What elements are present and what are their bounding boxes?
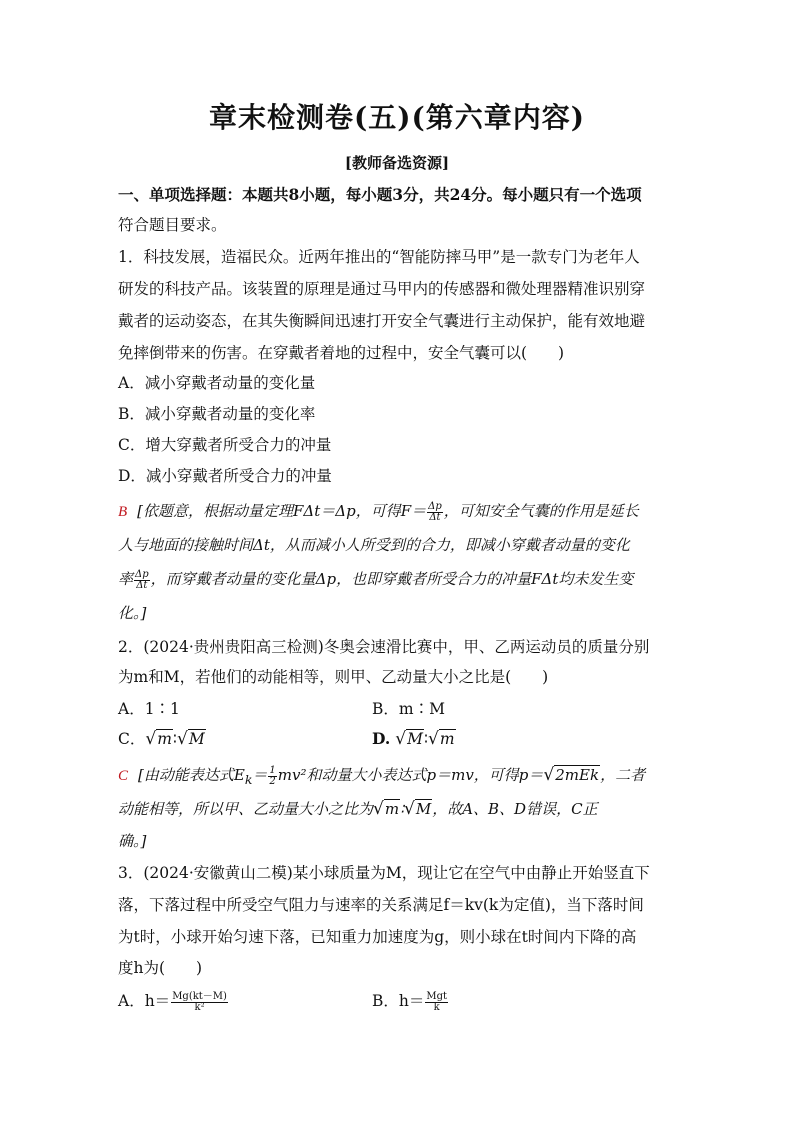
fraction-denominator: 2 xyxy=(269,775,276,787)
sqrt-expression: √m xyxy=(428,729,455,749)
q1-explanation-line2: 人与地面的接触时间Δt，从而减小人所受到的合力，即减小穿戴者动量的变化 xyxy=(118,536,630,554)
q3-option-a xyxy=(118,990,229,1013)
q1-expl-fraction xyxy=(134,570,150,591)
sqrt-expression: √m xyxy=(145,729,172,749)
q3-option-b-fraction xyxy=(425,992,448,1013)
sqrt-operand: M xyxy=(188,730,205,748)
q1-explanation-line3 xyxy=(118,568,678,591)
q2-expl-text: ＝ xyxy=(252,766,268,784)
ratio-separator: ∶ xyxy=(400,800,404,818)
q2-option-b: B．m∶M xyxy=(372,700,445,718)
fraction-denominator: Δt xyxy=(136,579,148,591)
q3-stem-line4: 度h为( ) xyxy=(118,959,203,977)
q1-explanation-line1 xyxy=(118,500,678,523)
sqrt-operand: M xyxy=(407,730,423,748)
sqrt-operand: m xyxy=(157,730,172,748)
q3-stem-line2: 落，下落过程中所受空气阻力与速率的关系满足f＝kv(k为定值)，当下落时间 xyxy=(118,896,644,914)
q2-explanation-line2 xyxy=(118,798,678,820)
option-label: A．h＝ xyxy=(118,992,171,1010)
ratio-separator: ∶ xyxy=(172,730,177,748)
sqrt-expression: √M xyxy=(395,729,423,749)
q3-option-b xyxy=(372,990,449,1013)
q1-stem-line2: 研发的科技产品。该装置的原理是通过马甲内的传感器和微处理器精准识别穿 xyxy=(118,280,646,298)
sqrt-expression: √M xyxy=(176,729,205,749)
q1-expl-text: [依题意，根据动量定理FΔt＝Δp，可得F＝ xyxy=(137,502,427,520)
fraction-numerator: 1 xyxy=(269,764,276,776)
fraction-numerator: Mg(kt－M) xyxy=(172,990,227,1002)
q2-expl-text: mv²和动量大小表达式p＝mv，可得p＝ xyxy=(277,766,544,784)
q2-expl-text: ，故A、B、D错误，C正 xyxy=(432,800,598,818)
q1-expl-text: 率 xyxy=(118,570,134,588)
q1-option-b: B．减小穿戴者动量的变化率 xyxy=(118,405,316,423)
fraction-numerator: Mgt xyxy=(426,990,448,1002)
sqrt-expression: √2mEk xyxy=(543,765,600,785)
q2-stem-line2: 为m和M，若他们的动能相等，则甲、乙动量大小之比是( ) xyxy=(118,668,549,686)
q2-explanation-line3: 确。] xyxy=(118,832,147,850)
section-heading-line1: 一、单项选择题：本题共8小题，每小题3分，共24分。每小题只有一个选项 xyxy=(118,185,642,204)
q2-expl-text: [由动能表达式E xyxy=(138,766,245,784)
q2-stem-line1: 2．(2024·贵州贵阳高三检测)冬奥会速滑比赛中，甲、乙两运动员的质量分别 xyxy=(118,638,650,656)
q1-option-c: C．增大穿戴者所受合力的冲量 xyxy=(118,436,332,454)
q2-option-c xyxy=(118,730,206,748)
sqrt-expression: √m xyxy=(373,799,400,819)
sqrt-operand: 2mEk xyxy=(555,766,600,784)
fraction-denominator: Δt xyxy=(429,511,441,523)
q1-expl-text: ，可知安全气囊的作用是延长 xyxy=(443,502,639,520)
q2-expl-text: ，二者 xyxy=(600,766,646,784)
section-heading-line2: 符合题目要求。 xyxy=(118,216,227,234)
sqrt-operand: M xyxy=(415,800,432,818)
fraction-denominator: k xyxy=(433,1001,440,1013)
q2-option-d xyxy=(372,728,456,750)
q2-option-a: A．1∶1 xyxy=(118,700,180,718)
sqrt-expression: √M xyxy=(404,799,432,819)
q3-stem-line1: 3．(2024·安徽黄山二模)某小球质量为M，现让它在空气中由静止开始竖直下 xyxy=(118,864,650,882)
q1-expl-fraction xyxy=(427,502,443,523)
q1-answer: B xyxy=(118,504,128,520)
q2-option-row2 xyxy=(118,728,678,750)
option-label: D. xyxy=(372,729,391,748)
q1-stem-line4: 免摔倒带来的伤害。在穿戴者着地的过程中，安全气囊可以( ) xyxy=(118,344,565,362)
fraction-numerator: Δp xyxy=(135,568,149,580)
q3-option-a-fraction xyxy=(171,992,228,1013)
subscript: k xyxy=(244,772,253,787)
q2-answer: C xyxy=(118,768,129,784)
option-label: C． xyxy=(118,730,146,748)
sqrt-operand: m xyxy=(384,800,400,818)
page-subtitle: [教师备选资源] xyxy=(344,154,450,172)
q1-expl-text: ，而穿戴者动量的变化量Δp，也即穿戴者所受合力的冲量FΔt均未发生变 xyxy=(150,570,634,588)
option-label: B．h＝ xyxy=(372,992,425,1010)
q1-stem-line1: 1．科技发展，造福民众。近两年推出的“智能防摔马甲”是一款专门为老年人 xyxy=(118,248,640,266)
ratio-separator: ∶ xyxy=(423,730,428,748)
q3-option-row1 xyxy=(118,990,678,1013)
q1-explanation-line4: 化。] xyxy=(118,604,147,622)
q1-stem-line3: 戴者的运动姿态，在其失衡瞬间迅速打开安全气囊进行主动保护，能有效地避 xyxy=(118,312,646,330)
page-title: 章末检测卷(五)(第六章内容) xyxy=(209,101,585,134)
fraction-denominator: k² xyxy=(194,1001,205,1013)
fraction-numerator: Δp xyxy=(428,500,442,512)
q2-expl-text: 动能相等，所以甲、乙动量大小之比为 xyxy=(118,800,374,818)
q2-expl-fraction xyxy=(268,766,276,787)
q3-stem-line3: 为t时，小球开始匀速下落，已知重力加速度为g，则小球在t时间内下降的高 xyxy=(118,928,637,946)
q2-explanation-line1 xyxy=(118,764,678,791)
q1-option-d: D．减小穿戴者所受合力的冲量 xyxy=(118,467,332,485)
sqrt-operand: m xyxy=(439,730,455,748)
q1-option-a: A．减小穿戴者动量的变化量 xyxy=(118,374,316,392)
q2-option-row1 xyxy=(118,698,678,720)
